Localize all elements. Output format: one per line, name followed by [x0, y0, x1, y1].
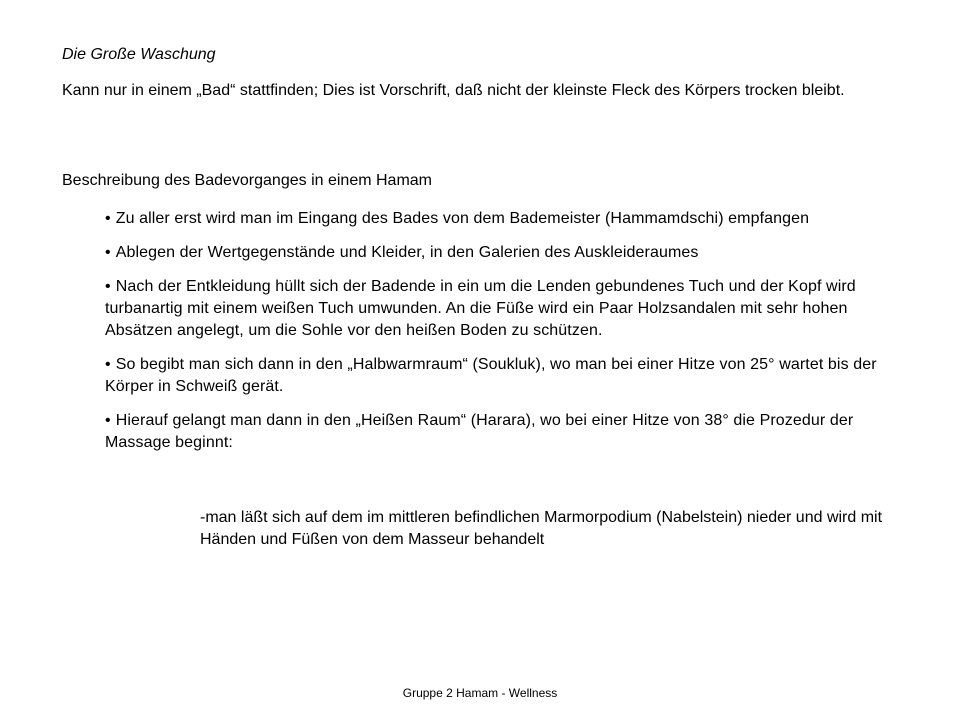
bullet-item — [105, 410, 895, 454]
bullet-dot: • — [105, 278, 111, 295]
section-heading: Beschreibung des Badevorganges in einem Hamam — [62, 172, 432, 189]
bullet-dot: • — [105, 210, 111, 227]
bullet-item — [105, 354, 895, 398]
bullet-list — [105, 208, 895, 466]
bullet-text: So begibt man sich dann in den „Halbwarmraum“ (Soukluk), wo man bei einer Hitze von 25° wartet bis der Körper in Schweiß gerät. — [105, 356, 877, 395]
bullet-text: Hierauf gelangt man dann in den „Heißen Raum“ (Harara), wo bei einer Hitze von 38° die Prozedur der Massage beginnt: — [105, 412, 854, 451]
bullet-dot: • — [105, 356, 111, 373]
sub-item-text: -man läßt sich auf dem im mittleren befindlichen Marmorpodium (Nabelstein) nieder und wird mit Händen und Füßen von dem Masseur behandelt — [200, 509, 883, 548]
bullet-text: Ablegen der Wertgegenstände und Kleider, in den Galerien des Auskleideraumes — [115, 244, 699, 261]
bullet-text: Nach der Entkleidung hüllt sich der Badende in ein um die Lenden gebundenes Tuch und der Kopf wird turbanartig mit einem weißen Tuch umwunden. An die Füße wird ein Paar Holzsandalen mit sehr hohen Absätzen angelegt, um die Sohle vor den heißen Boden zu schützen. — [105, 278, 856, 339]
bullet-item — [105, 208, 895, 230]
bullet-dot: • — [105, 244, 111, 261]
bullet-text: Zu aller erst wird man im Eingang des Bades von dem Bademeister (Hammamdschi) empfangen — [115, 210, 810, 227]
intro-text: Kann nur in einem „Bad“ stattfinden; Dies ist Vorschrift, daß nicht der kleinste Fleck des Körpers trocken bleibt. — [62, 82, 845, 99]
slide-title: Die Große Waschung — [62, 46, 216, 63]
bullet-item — [105, 276, 895, 342]
bullet-dot: • — [105, 412, 111, 429]
footer-text: Gruppe 2 Hamam - Wellness — [402, 686, 558, 700]
bullet-item — [105, 242, 895, 264]
